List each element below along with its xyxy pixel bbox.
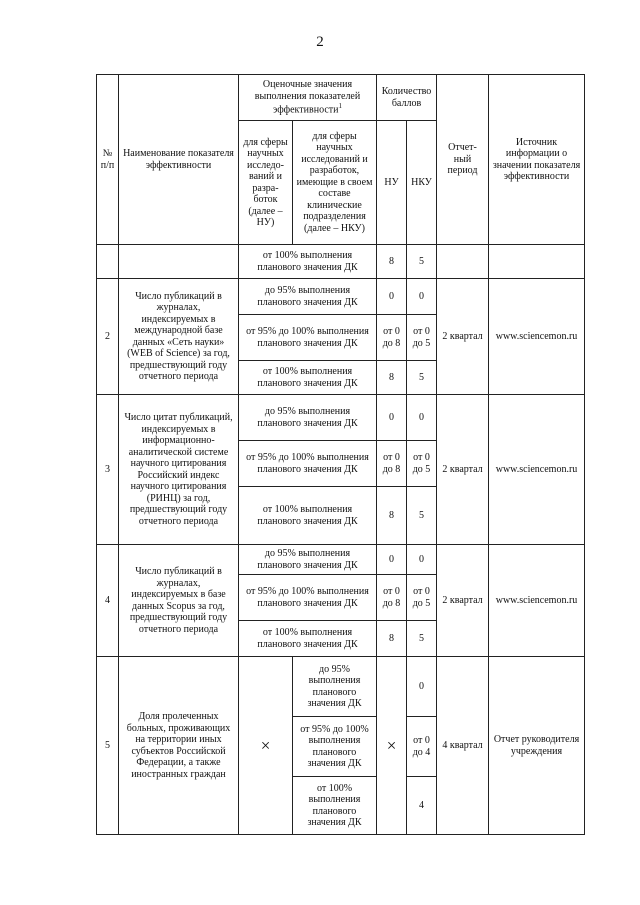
score-nu: 0: [377, 545, 407, 575]
footnote-mark: 1: [338, 102, 342, 111]
score-nu: от 0 до 8: [377, 315, 407, 361]
row-num: 3: [97, 395, 119, 545]
header-score-group: Количество баллов: [377, 75, 437, 121]
row-num: 5: [97, 657, 119, 835]
header-num: № п/п: [97, 75, 119, 245]
score-nku: 0: [407, 395, 437, 441]
page-number: 2: [316, 34, 324, 50]
table-row: [97, 279, 585, 315]
row-period: 2 квартал: [437, 395, 489, 545]
table-row: [97, 545, 585, 575]
row-num: 4: [97, 545, 119, 657]
score-nku: от 0 до 4: [407, 717, 437, 777]
row-name: Число публикаций в журналах, индексируемых в международной базе данных «Сеть науки» (WEB of Science) за год, предшествующий году отчетного периода: [119, 279, 239, 395]
cont-source: [489, 245, 585, 279]
row-name: Доля пролеченных больных, проживающих на территории иных субъектов Российской Федерации, а также иностранных граждан: [119, 657, 239, 835]
score-nku: 5: [407, 621, 437, 657]
score-nu: от 0 до 8: [377, 575, 407, 621]
condition-low: до 95% выполнения планового значения ДК: [239, 279, 377, 315]
cont-nku: 5: [407, 245, 437, 279]
condition-high: от 100% выполнения планового значения ДК: [239, 621, 377, 657]
table-row: [97, 395, 585, 441]
score-nku: 4: [407, 777, 437, 835]
score-nku: от 0 до 5: [407, 441, 437, 487]
row-source: www.sciencemon.ru: [489, 279, 585, 395]
table-row: [97, 657, 585, 717]
header-values-group: [239, 75, 377, 121]
header-nu-desc: для сферы научных исследо-ваний и разра-боток (далее – НУ): [239, 121, 293, 245]
score-nu-not-applicable-cross: ×: [377, 657, 407, 835]
cont-num: [97, 245, 119, 279]
score-nu: 8: [377, 361, 407, 395]
condition-low: до 95% выполнения планового значения ДК: [239, 395, 377, 441]
cont-nu: 8: [377, 245, 407, 279]
row-num: 2: [97, 279, 119, 395]
header-name: Наименование показателя эффективности: [119, 75, 239, 245]
score-nu: 8: [377, 621, 407, 657]
condition-low: до 95% выполнения планового значения ДК: [293, 657, 377, 717]
score-nku: от 0 до 5: [407, 315, 437, 361]
row-period: 2 квартал: [437, 545, 489, 657]
condition-mid: от 95% до 100% выполнения планового значения ДК: [293, 717, 377, 777]
condition-mid: от 95% до 100% выполнения планового значения ДК: [239, 575, 377, 621]
score-nku: 0: [407, 545, 437, 575]
condition-mid: от 95% до 100% выполнения планового значения ДК: [239, 315, 377, 361]
nu-not-applicable-cross: ×: [239, 657, 293, 835]
header-score-nu: НУ: [377, 121, 407, 245]
condition-mid: от 95% до 100% выполнения планового значения ДК: [239, 441, 377, 487]
row-source: www.sciencemon.ru: [489, 395, 585, 545]
header-values-text: Оценочные значения выполнения показателей эффективности: [254, 79, 361, 116]
score-nku: 0: [407, 279, 437, 315]
row-period: 2 квартал: [437, 279, 489, 395]
row-name: Число публикаций в журналах, индексируемых в базе данных Scopus за год, предшествующий году отчетного периода: [119, 545, 239, 657]
row-period: 4 квартал: [437, 657, 489, 835]
score-nu: 0: [377, 279, 407, 315]
score-nku: от 0 до 5: [407, 575, 437, 621]
header-nku-desc: для сферы научных исследований и разработок, имеющие в своем составе клинические подразделения (далее – НКУ): [293, 121, 377, 245]
row-source: Отчет руководителя учреждения: [489, 657, 585, 835]
condition-high: от 100% выполнения планового значения ДК: [239, 487, 377, 545]
cont-name: [119, 245, 239, 279]
header-score-nku: НКУ: [407, 121, 437, 245]
condition-high: от 100% выполнения планового значения ДК: [239, 361, 377, 395]
score-nku: 0: [407, 657, 437, 717]
condition-high: от 100% выполнения планового значения ДК: [293, 777, 377, 835]
cont-period: [437, 245, 489, 279]
row-name: Число цитат публикаций, индексируемых в информационно-аналитической системе научного цитирования Российский индекс научного цитирования (РИНЦ) за год, предшествующий году отчетного периода: [119, 395, 239, 545]
score-nu: 0: [377, 395, 407, 441]
score-nu: 8: [377, 487, 407, 545]
score-nku: 5: [407, 487, 437, 545]
score-nku: 5: [407, 361, 437, 395]
header-source: Источник информации о значении показателя эффективности: [489, 75, 585, 245]
header-period: Отчет-ный период: [437, 75, 489, 245]
cont-condition: от 100% выполнения планового значения ДК: [239, 245, 377, 279]
condition-low: до 95% выполнения планового значения ДК: [239, 545, 377, 575]
row-source: www.sciencemon.ru: [489, 545, 585, 657]
table-row-continuation: [97, 245, 585, 279]
indicators-table: [96, 74, 585, 835]
score-nu: от 0 до 8: [377, 441, 407, 487]
